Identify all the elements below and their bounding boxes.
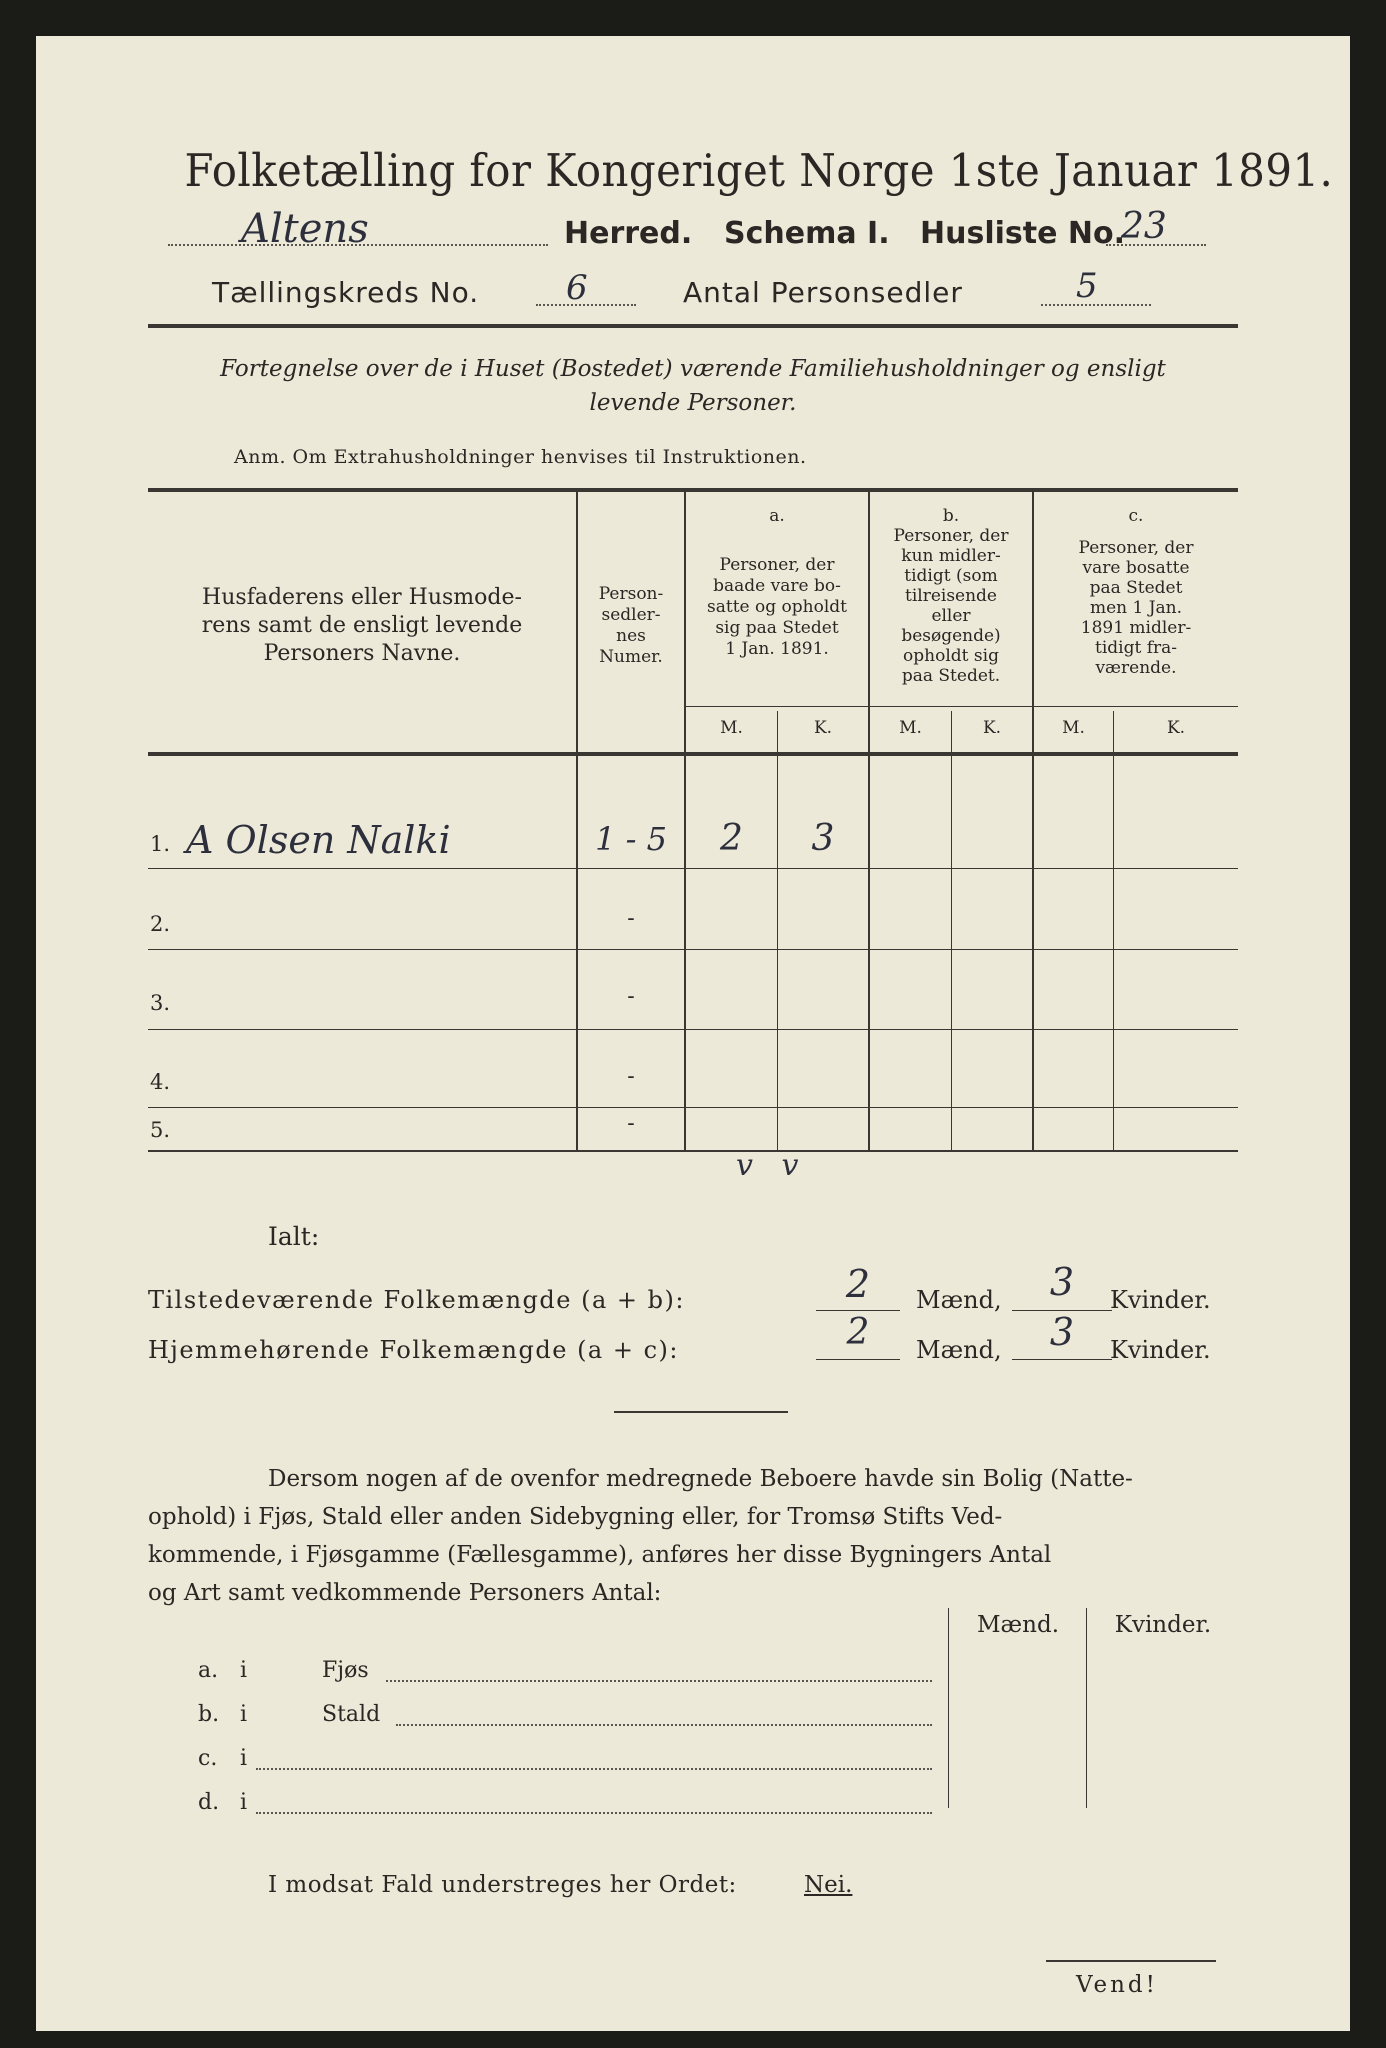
col-c-line: 1891 midler-	[1080, 618, 1192, 638]
intro-line-1: Fortegnelse over de i Huset (Bostedet) værende Familiehusholdninger og ensligt	[220, 356, 1166, 382]
col-b-header	[870, 506, 1032, 686]
ialt-label: Ialt:	[268, 1222, 320, 1251]
building-letter: d.	[198, 1790, 220, 1815]
intro-line-2: levende Personer.	[589, 390, 797, 416]
mk-label: K.	[813, 718, 833, 738]
row-a-k: 3	[811, 818, 835, 859]
col-names-header	[148, 584, 576, 668]
row-number: 1.	[150, 832, 171, 856]
modsat-text: I modsat Fald understreges her Ordet:	[268, 1872, 737, 1898]
nei-word: Nei.	[804, 1872, 853, 1898]
building-i: i	[240, 1658, 248, 1683]
building-letter: b.	[198, 1702, 220, 1727]
col-numer-header	[578, 584, 684, 668]
col-b-line: besøgende)	[901, 626, 1001, 646]
building-i: i	[240, 1702, 248, 1727]
vend-text: Vend!	[1076, 1972, 1158, 1998]
col-b-line: opholdt sig	[903, 646, 999, 666]
col-a-line: 1 Jan. 1891.	[725, 639, 829, 659]
col-c-line: værende.	[1095, 658, 1177, 678]
col-c-line: paa Stedet	[1089, 578, 1183, 598]
mk-label: K.	[1166, 718, 1186, 738]
col-a-line: satte og opholdt	[707, 597, 847, 617]
col-a-line: baade vare bo-	[713, 576, 841, 596]
building-letter: c.	[198, 1746, 218, 1771]
mk-label: M.	[899, 718, 922, 738]
form-title: Folketælling for Kongeriget Norge 1ste Januar 1891.	[184, 144, 1334, 197]
mk-label: K.	[982, 718, 1002, 738]
total-present-men-label: Mænd,	[916, 1286, 1002, 1314]
col-b-line: Personer, der	[893, 526, 1009, 546]
check-marks: v v	[736, 1148, 799, 1183]
col-c-line: men 1 Jan.	[1089, 598, 1183, 618]
row-numer: 1 - 5	[595, 820, 667, 858]
schema-label: Schema I.	[724, 216, 890, 251]
buildings-kvinder-head: Kvinder.	[1114, 1612, 1212, 1638]
col-numer-line: Person-	[598, 584, 664, 604]
building-label: Stald	[322, 1702, 381, 1727]
row-a-m: 2	[720, 818, 743, 859]
row-numer: -	[627, 984, 635, 1009]
col-c-letter: c.	[1128, 506, 1144, 526]
col-a-line: sig paa Stedet	[715, 618, 839, 638]
col-b-line: tilreisende	[904, 586, 997, 606]
buildings-maend-head: Mænd.	[976, 1612, 1060, 1638]
col-a-line: Personer, der	[719, 555, 835, 575]
col-a-header	[686, 506, 868, 660]
col-c-line: tidigt fra-	[1094, 638, 1177, 658]
husliste-label: Husliste No.	[920, 216, 1125, 251]
total-home-women: 3	[1049, 1310, 1075, 1354]
total-home-label: Hjemmehørende Folkemængde (a + c):	[148, 1336, 679, 1364]
antal-value: 5	[1076, 266, 1098, 306]
herred-label: Herred.	[564, 216, 693, 251]
building-label: Fjøs	[322, 1658, 369, 1683]
total-present-men: 2	[845, 1262, 871, 1306]
row-numer: -	[627, 1111, 635, 1136]
row-number: 2.	[150, 912, 171, 936]
col-a-letter: a.	[769, 506, 785, 526]
building-i: i	[240, 1746, 248, 1771]
total-home-men-label: Mænd,	[916, 1336, 1002, 1364]
row-number: 5.	[150, 1118, 171, 1142]
census-form	[36, 36, 1350, 2031]
col-b-letter: b.	[942, 506, 960, 526]
row-number: 3.	[150, 991, 171, 1015]
total-home-men: 2	[846, 1312, 870, 1353]
total-present-label: Tilstedeværende Folkemængde (a + b):	[148, 1286, 685, 1314]
row-numer: -	[627, 906, 635, 931]
herred-value: Altens	[241, 206, 369, 252]
building-letter: a.	[198, 1658, 219, 1683]
intro-note: Anm. Om Extrahusholdninger henvises til Instruktionen.	[234, 446, 807, 468]
buildings-para-line: Dersom nogen af de ovenfor medregnede Beboere havde sin Bolig (Natte-	[268, 1466, 1133, 1492]
total-present-women-label: Kvinder.	[1110, 1286, 1211, 1314]
buildings-paragraph	[148, 1460, 1238, 1612]
building-i: i	[240, 1790, 248, 1815]
row-name: A Olsen Nalki	[186, 818, 451, 862]
col-names-line: rens samt de ensligt levende	[201, 613, 523, 638]
kreds-value: 6	[566, 268, 588, 308]
col-names-line: Husfaderens eller Husmode-	[202, 585, 522, 610]
col-b-line: paa Stedet.	[901, 666, 1001, 686]
buildings-para-line: kommende, i Fjøsgamme (Fællesgamme), anføres her disse Bygningers Antal	[148, 1542, 1052, 1568]
mk-label: M.	[720, 718, 743, 738]
col-numer-line: sedler-	[601, 605, 661, 625]
kreds-label: Tællingskreds No.	[212, 276, 480, 309]
col-names-line: Personers Navne.	[263, 641, 461, 666]
buildings-para-line: ophold) i Fjøs, Stald eller anden Sidebygning eller, for Tromsø Stifts Ved-	[148, 1504, 1003, 1530]
col-c-header	[1034, 506, 1238, 678]
col-numer-line: Numer.	[599, 647, 663, 667]
col-b-line: kun midler-	[901, 546, 1001, 566]
buildings-para-line: og Art samt vedkommende Personers Antal:	[148, 1580, 662, 1606]
col-c-line: vare bosatte	[1082, 558, 1190, 578]
total-present-women: 3	[1049, 1260, 1075, 1304]
antal-label: Antal Personsedler	[683, 276, 963, 309]
husliste-value: 23	[1121, 206, 1167, 247]
row-number: 4.	[150, 1070, 171, 1094]
col-b-line: tidigt (som	[904, 566, 998, 586]
total-home-women-label: Kvinder.	[1110, 1336, 1211, 1364]
row-numer: -	[627, 1064, 635, 1089]
mk-label: M.	[1062, 718, 1085, 738]
col-numer-line: nes	[616, 626, 646, 646]
col-b-line: eller	[931, 606, 971, 626]
col-c-line: Personer, der	[1078, 538, 1194, 558]
